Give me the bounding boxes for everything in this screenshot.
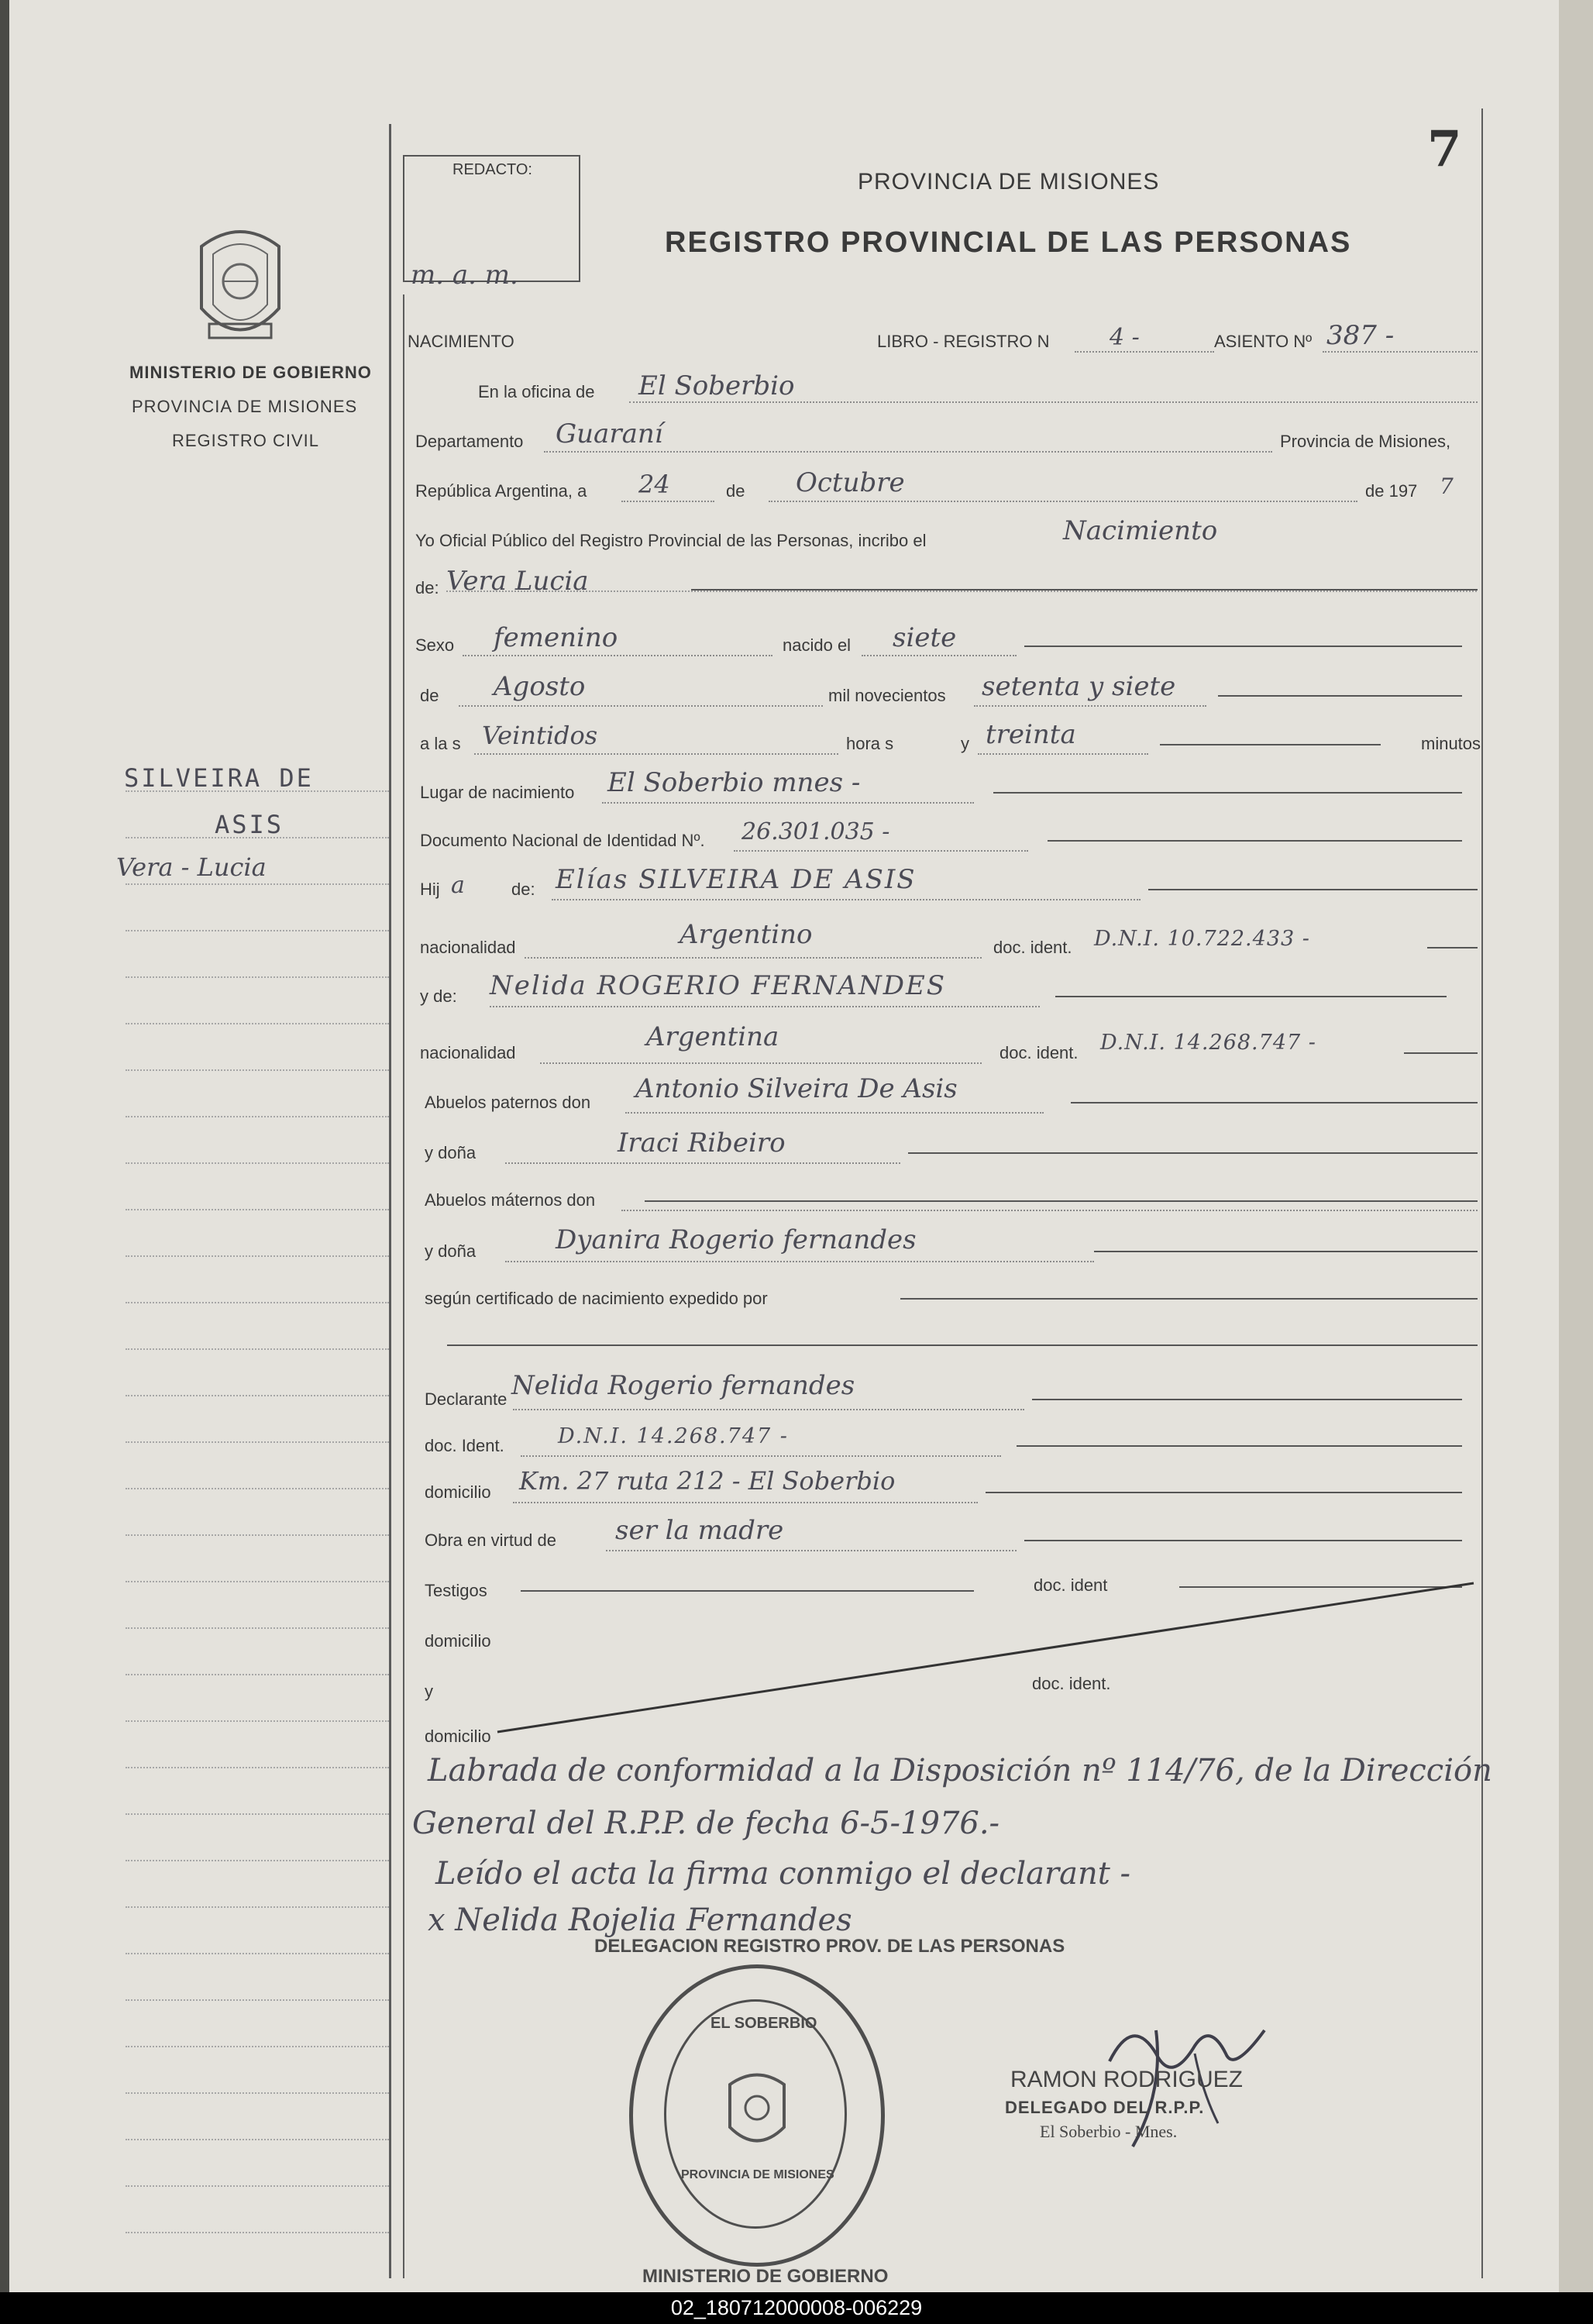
y2-label: y [425, 1682, 433, 1701]
alas-label: a la s [420, 734, 461, 753]
signatory-place: El Soberbio - Mnes. [1040, 2122, 1178, 2141]
note-line2: General del R.P.P. de fecha 6-5-1976.- [412, 1806, 1000, 1841]
note-line1: Labrada de conformidad a la Disposición nº 114/76, de la Dirección [428, 1753, 1492, 1789]
domicilio-label: domicilio [425, 1482, 491, 1502]
year-value: 7 [1440, 473, 1454, 499]
docident3-label: doc. Ident. [425, 1436, 504, 1455]
stamp-inner-bottom: PROVINCIA DE MISIONES [681, 2168, 834, 2181]
de-label: de [726, 481, 745, 501]
abuela-mat-value: Dyanira Rogerio fernandes [556, 1224, 917, 1255]
abuela-pat-value: Iraci Ribeiro [618, 1128, 786, 1159]
nacido-value: siete [893, 622, 957, 653]
doc-padre-value: D.N.I. 10.722.433 - [1094, 927, 1310, 951]
nacionalidad2-label: nacionalidad [420, 1043, 516, 1062]
margin-note-surname: SILVEIRA DE [124, 763, 314, 793]
domicilio-value: Km. 27 ruta 212 - El Soberbio [519, 1466, 896, 1496]
form-right-border [1481, 108, 1483, 2278]
libro-value: 4 - [1110, 324, 1140, 351]
day-value: 24 [638, 470, 670, 499]
de2-label: de [420, 686, 439, 705]
registry-stamp [594, 1936, 1065, 2287]
signatory-name: RAMON RODRIGUEZ [1010, 2067, 1243, 2092]
ministry-line2: PROVINCIA DE MISIONES [132, 397, 358, 416]
margin-note-name: Vera - Lucia [116, 852, 267, 882]
oficial-value: Nacimiento [1063, 515, 1218, 546]
yde-label: y de: [420, 986, 457, 1006]
margin-note-surname2: ASIS [215, 810, 284, 839]
domicilio2-label: domicilio [425, 1631, 491, 1651]
sexo-label: Sexo [415, 635, 455, 655]
asiento-label: ASIENTO Nº [1214, 332, 1313, 351]
ministry-line1: MINISTERIO DE GOBIERNO [129, 363, 372, 382]
horas-value: Veintidos [482, 721, 598, 750]
testigos-label: Testigos [425, 1581, 487, 1600]
oficina-label: En la oficina de [478, 382, 595, 401]
nacido-label: nacido el [783, 635, 852, 655]
document-page [9, 0, 1559, 2292]
nac-padre-value: Argentino [680, 919, 813, 950]
mil-label: mil novecientos [828, 686, 946, 705]
dni-value: 26.301.035 - [741, 818, 890, 845]
abuelos-pat-label: Abuelos paternos don [425, 1093, 591, 1112]
republica-label: República Argentina, a [415, 481, 587, 501]
year-label: de 197 [1365, 481, 1418, 501]
obra-value: ser la madre [615, 1515, 784, 1546]
docident2-label: doc. ident. [999, 1043, 1079, 1062]
ministry-line3: REGISTRO CIVIL [172, 431, 320, 450]
declarante-value: Nelida Rogerio fernandes [511, 1370, 855, 1401]
lugar-value: El Soberbio mnes - [607, 767, 861, 798]
asiento-value: 387 - [1326, 320, 1395, 351]
ydona2-label: y doña [425, 1241, 477, 1261]
note-line3: Leído el acta la firma conmigo el declarant - [435, 1856, 1131, 1892]
minutos-label: minutos [1421, 734, 1481, 753]
declarante-label: Declarante [425, 1389, 507, 1409]
page-number: 7 [1427, 120, 1462, 178]
signatory-role: DELEGADO DEL R.P.P. [1005, 2098, 1205, 2117]
nombre-value: Vera Lucia [446, 566, 589, 597]
header-province: PROVINCIA DE MISIONES [858, 169, 1160, 195]
header-title: REGISTRO PROVINCIAL DE LAS PERSONAS [665, 226, 1352, 259]
hijo-label: Hij [420, 880, 440, 899]
record-type-label: NACIMIENTO [408, 332, 514, 351]
stamp-seal-icon [722, 2069, 792, 2154]
domicilio3-label: domicilio [425, 1727, 491, 1746]
minutos-value: treinta [986, 719, 1076, 750]
nombre-label: de: [415, 578, 439, 597]
obra-label: Obra en virtud de [425, 1530, 556, 1550]
redacto-label: REDACTO: [452, 161, 532, 178]
certificado-label: según certificado de nacimiento expedido por [425, 1289, 768, 1308]
oficina-value: El Soberbio [638, 370, 795, 401]
note-line4: x Nelida Rojelia Fernandes [428, 1902, 852, 1938]
abuelos-mat-label: Abuelos máternos don [425, 1190, 596, 1210]
doc-madre-value: D.N.I. 14.268.747 - [1100, 1031, 1316, 1055]
dni-label: Documento Nacional de Identidad Nº. [420, 831, 705, 850]
month-value: Octubre [796, 467, 905, 498]
stamp-outer-top: DELEGACION REGISTRO PROV. DE LAS PERSONAS [594, 1936, 1065, 1957]
nac-madre-value: Argentina [646, 1021, 779, 1052]
abuelo-pat-value: Antonio Silveira De Asis [635, 1073, 958, 1104]
sexo-value: femenino [494, 622, 618, 653]
docident4-label: doc. ident [1034, 1575, 1108, 1595]
hijo-suffix: a [451, 872, 465, 899]
redacto-initials: m. a. m. [411, 260, 518, 291]
cancellation-line [490, 1577, 1481, 1740]
madre-value: Nelida ROGERIO FERNANDES [490, 970, 947, 1001]
mes-nac-value: Agosto [494, 671, 586, 702]
footer-id: 02_180712000008-006229 [0, 2292, 1593, 2324]
libro-label: LIBRO - REGISTRO N [877, 332, 1050, 351]
form-left-border [403, 294, 404, 2278]
provincia-label: Provincia de Misiones, [1280, 432, 1451, 451]
anio-nac-value: setenta y siete [982, 671, 1176, 702]
ministry-seal-icon [186, 223, 294, 349]
nacionalidad-label: nacionalidad [420, 938, 516, 957]
docident5-label: doc. ident. [1032, 1674, 1111, 1693]
docident-label: doc. ident. [993, 938, 1072, 957]
lugar-label: Lugar de nacimiento [420, 783, 575, 802]
horas-label: hora s [846, 734, 894, 753]
ydona-label: y doña [425, 1143, 477, 1162]
departamento-label: Departamento [415, 432, 524, 451]
padre-value: Elías SILVEIRA DE ASIS [556, 864, 917, 895]
hijo-de-label: de: [511, 880, 535, 899]
stamp-inner-top: EL SOBERBIO [710, 2015, 817, 2032]
stamp-outer-bottom: MINISTERIO DE GOBIERNO [642, 2266, 889, 2287]
oficial-text: Yo Oficial Público del Registro Provincial de las Personas, incribo el [415, 531, 927, 550]
page-edge [1559, 0, 1593, 2292]
margin-divider [389, 124, 391, 2278]
departamento-value: Guaraní [556, 418, 663, 449]
doc-declarante-value: D.N.I. 14.268.747 - [558, 1424, 789, 1448]
y-label: y [961, 734, 969, 753]
